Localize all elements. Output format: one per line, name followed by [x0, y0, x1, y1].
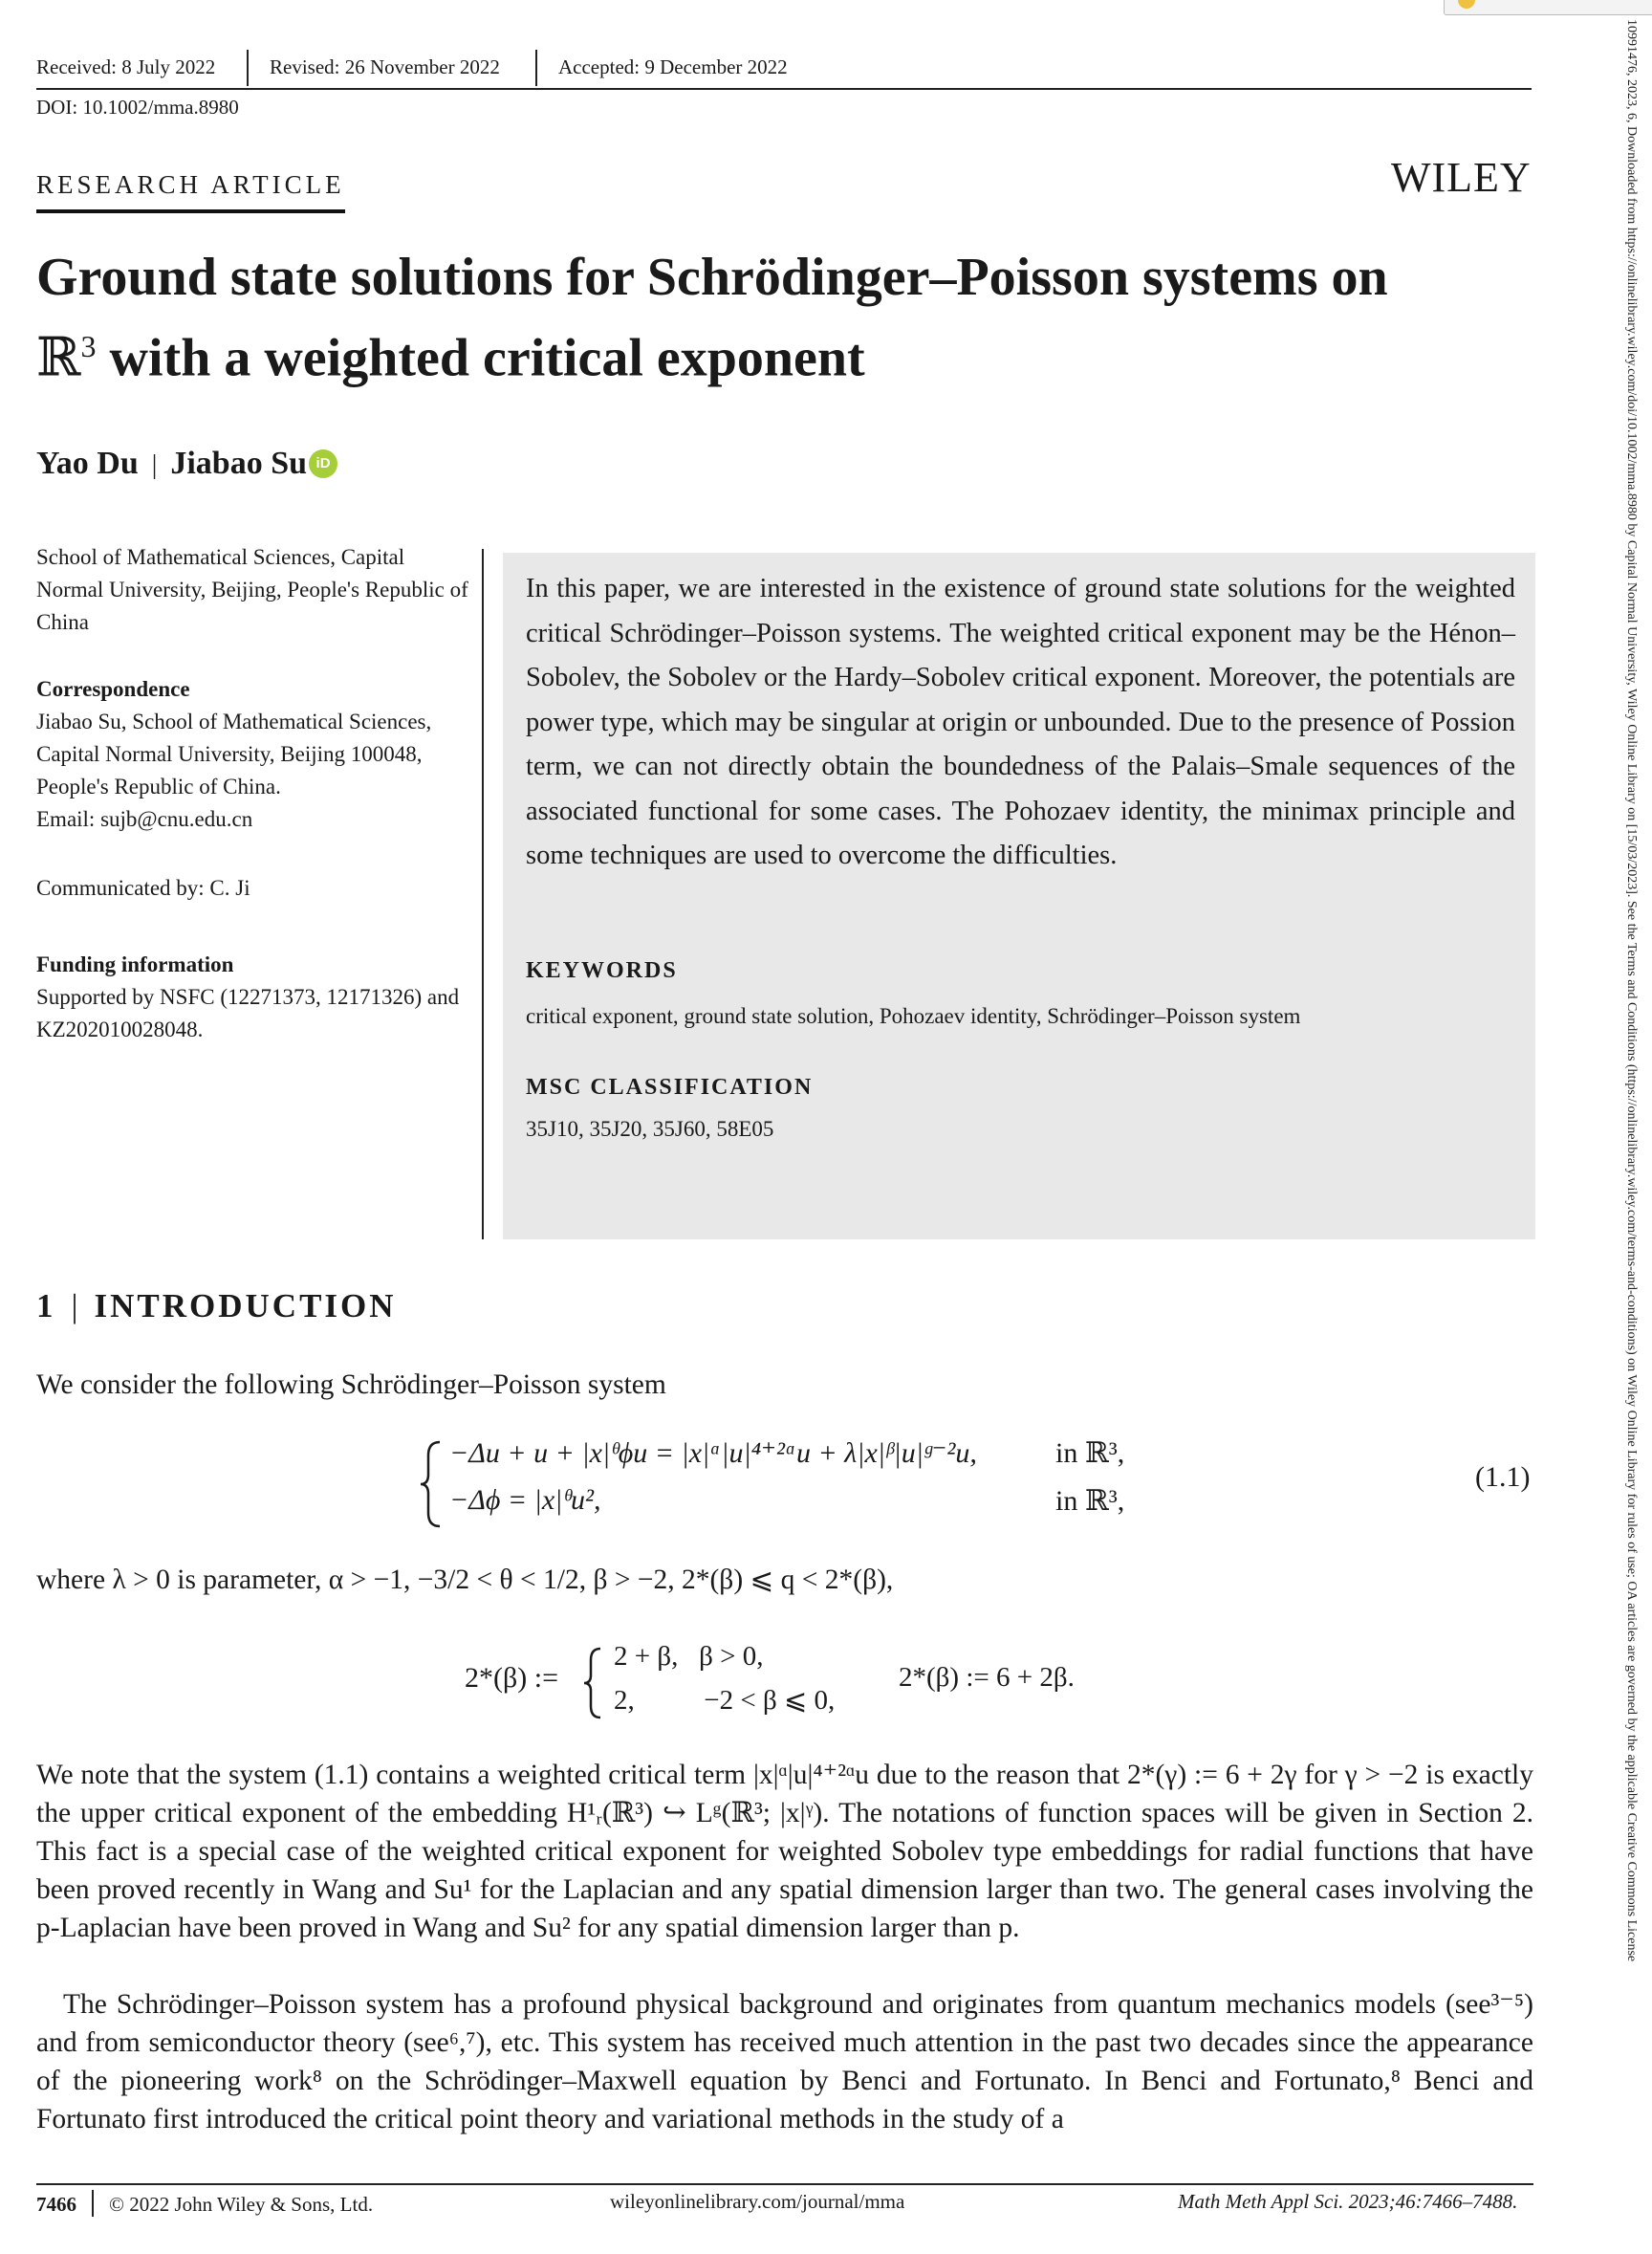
equation-domain-2: in ℝ³, [1055, 1485, 1125, 1517]
correspondence-text: Jiabao Su, School of Mathematical Sciences, Capital Normal University, Beijing 100048, People's Republic of China. [36, 710, 432, 799]
section-heading [36, 1287, 397, 1325]
equation-line-1: −Δu + u + |x|ᶿϕu = |x|ᵅ|u|⁴⁺²ᵅu + λ|x|ᵝ|u|ᵍ⁻²u, [449, 1437, 977, 1469]
msc-codes: 35J10, 35J20, 35J60, 58E05 [526, 1117, 774, 1141]
orcid-icon[interactable]: iD [309, 449, 337, 478]
equation-number: (1.1) [1475, 1461, 1531, 1493]
parameter-conditions: where λ > 0 is parameter, α > −1, −3/2 < θ < 1/2, β > −2, 2*(β) ⩽ q < 2*(β), [36, 1565, 894, 1595]
widget-icon [1458, 0, 1475, 9]
affiliation: School of Mathematical Sciences, Capital Normal University, Beijing, People's Republic of China [36, 545, 468, 634]
corner-widget-button[interactable] [1444, 0, 1652, 15]
email-link[interactable]: Email: sujb@cnu.edu.cn [36, 807, 253, 831]
funding-heading: Funding information [36, 952, 234, 976]
column-divider [482, 549, 484, 1239]
title-space-symbol: ℝ [36, 328, 81, 388]
revised-date: Revised: 26 November 2022 [270, 55, 500, 78]
section-number: 1 [36, 1287, 56, 1324]
title-superscript: 3 [80, 329, 97, 363]
author-name[interactable]: Yao Du [36, 446, 139, 481]
equation-1-1 [417, 1434, 1143, 1530]
article-type: RESEARCH ARTICLE [36, 170, 345, 213]
author-list [36, 446, 337, 482]
title-line-2: with a weighted critical exponent [96, 328, 865, 388]
correspondence-heading: Correspondence [36, 677, 190, 701]
paragraph: We note that the system (1.1) contains a weighted critical term |x|ᵅ|u|⁴⁺²ᵅu due to the reason that 2*(γ) := 6 + 2γ for γ > −2 is exactly the upper critical exponent of the embedding H¹ᵣ(ℝ³) ↪ Lᵍ(ℝ³; |x|ᵞ). The notations of function spaces will be given in Section 2. This fact is a special case of the weighted critical exponent for weighted Sobolev type embeddings for radial functions that have been proved recently in Wang and Su¹ for the Laplacian and any spatial dimension larger than two. The general cases involving the p-Laplacian have been proved in Wang and Su² for any spatial dimension larger than p. [36, 1760, 1533, 1943]
funding-text: Supported by NSFC (12271373, 12171326) and KZ202010028048. [36, 985, 460, 1041]
footer-separator [92, 2190, 94, 2217]
author-name[interactable]: Jiabao Su [170, 446, 308, 481]
section-bar: | [71, 1287, 81, 1324]
received-date: Received: 8 July 2022 [36, 55, 216, 78]
brace-icon [581, 1645, 606, 1721]
definition-case-2: 2, −2 < β ⩽ 0, [614, 1685, 836, 1716]
intro-sentence: We consider the following Schrödinger–Poisson system [36, 1369, 666, 1400]
divider [535, 50, 537, 86]
publisher-logo: WILEY [1391, 154, 1532, 201]
title-line-1: Ground state solutions for Schrödinger–Poisson systems on [36, 248, 1388, 307]
msc-heading: MSC CLASSIFICATION [526, 1075, 814, 1100]
communicated-by: Communicated by: C. Ji [36, 876, 250, 900]
author-separator: | [151, 450, 158, 480]
download-notice: 10991476, 2023, 6, Downloaded from https://onlinelibrary.wiley.com/doi/10.1002/mma.8980 by Capital Normal University, Wiley Online Library on [15/03/2023]. See the Terms and Conditions (https://onlinelibrary.wiley.com/terms-and-conditions) on Wiley Online Library for rules of use; OA articles are governed by the applicable Creative Commons License [1624, 19, 1639, 1962]
definition-case-1: 2 + β, β > 0, [614, 1641, 764, 1672]
definition-rhs: 2*(β) := 6 + 2β. [899, 1662, 1075, 1693]
abstract-text: In this paper, we are interested in the existence of ground state solutions for the weighted critical Schrödinger–Poisson systems. The weighted critical exponent may be the Hénon–Sobolev, the Sobolev or the Hardy–Sobolev critical exponent. Moreover, the potentials are power type, which may be singular at origin or unbounded. Due to the presence of Possion term, we can not directly obtain the boundedness of the Palais–Smale sequences of the associated functional for some cases. The Pohozaev identity, the minimax principle and some techniques are used to overcome the difficulties. [526, 574, 1515, 870]
definition-lhs: 2*(β) := [465, 1662, 558, 1694]
brace-icon [417, 1438, 446, 1530]
citation: Math Meth Appl Sci. 2023;46:7466–7488. [1178, 2190, 1518, 2213]
divider [247, 50, 249, 86]
keywords-heading: KEYWORDS [526, 958, 678, 983]
funding-info [36, 949, 476, 1046]
keywords-list: critical exponent, ground state solution, Pohozaev identity, Schrödinger–Poisson system [526, 1004, 1301, 1028]
footer-left [36, 2190, 373, 2217]
dates-bar [36, 50, 1532, 90]
paragraph: The Schrödinger–Poisson system has a profound physical background and originates from quantum mechanics models (see³⁻⁵) and from semiconductor theory (see⁶,⁷), etc. This system has received much attention in the past two decades since the appearance of the pioneering work⁸ on the Schrödinger–Maxwell equation by Benci and Fortunato. In Benci and Fortunato,⁸ Benci and Fortunato first introduced the critical point theory and variational methods in the study of a [36, 1989, 1533, 2134]
doi-link[interactable]: DOI: 10.1002/mma.8980 [36, 96, 239, 119]
correspondence [36, 673, 476, 836]
section-title: INTRODUCTION [94, 1287, 397, 1324]
exponent-definition [465, 1641, 1153, 1721]
footer-divider [36, 2183, 1533, 2185]
page-number: 7466 [36, 2193, 76, 2216]
article-title [36, 243, 1566, 393]
journal-url[interactable]: wileyonlinelibrary.com/journal/mma [610, 2190, 905, 2213]
accepted-date: Accepted: 9 December 2022 [558, 55, 788, 78]
copyright: © 2022 John Wiley & Sons, Ltd. [109, 2193, 374, 2216]
equation-line-2: −Δϕ = |x|ᶿu², [449, 1484, 601, 1516]
equation-domain-1: in ℝ³, [1055, 1437, 1125, 1469]
